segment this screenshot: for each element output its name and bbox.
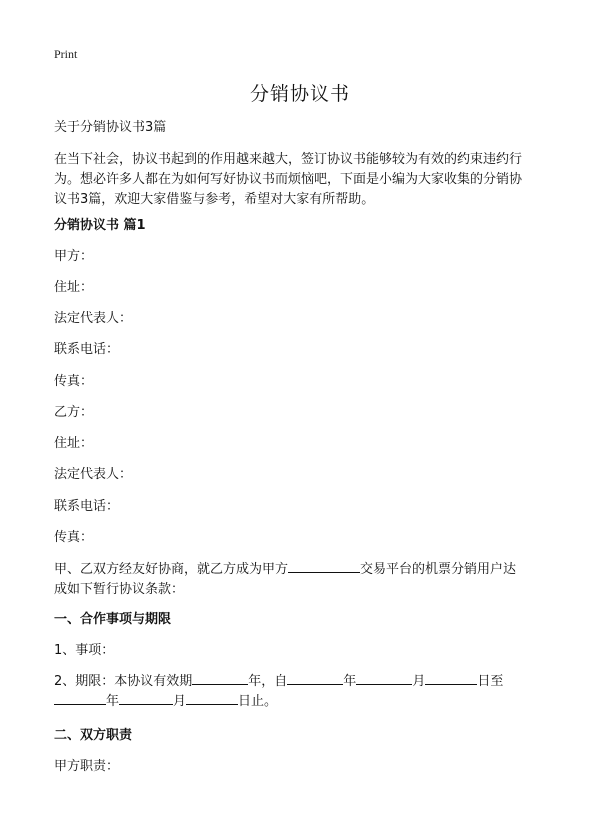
start-year-blank [287, 672, 343, 685]
agreement-line-2: 成如下暂行协议条款： [54, 582, 185, 597]
agreement-paragraph [54, 560, 550, 600]
party-b-fax-label: 传真： [54, 530, 94, 545]
intro-line-1: 在当下社会，协议书起到的作用越来越大，签订协议书能够较为有效的约束违约行 [54, 152, 523, 167]
section-heading-2: 二、双方职责 [54, 728, 133, 743]
page-title: 分销协议书 [249, 83, 350, 105]
item-2-paragraph [54, 672, 550, 712]
section-title: 分销协议书 篇1 [54, 218, 146, 233]
party-a-phone-label: 联系电话： [54, 342, 120, 357]
party-a-rep-label: 法定代表人： [54, 311, 133, 326]
start-day-blank [425, 672, 477, 685]
print-link[interactable]: Print [54, 47, 78, 61]
party-a-fax-label: 传真： [54, 374, 94, 389]
item-2-text-f: 年 [106, 694, 120, 709]
party-b-address-label: 住址： [54, 436, 94, 451]
item-1: 1、事项： [54, 643, 115, 658]
party-b-label: 乙方： [54, 405, 94, 420]
item-2-line-2 [54, 692, 550, 712]
end-day-blank [186, 692, 238, 705]
party-b-phone-label: 联系电话： [54, 499, 120, 514]
party-b-rep-label: 法定代表人： [54, 467, 133, 482]
party-a-duties-label: 甲方职责： [54, 759, 120, 774]
doc-subtitle: 关于分销协议书3篇 [54, 120, 167, 135]
item-2-line-1 [54, 672, 550, 692]
item-2-text-b: 年，自 [248, 674, 288, 689]
item-2-text-a: 2、期限：本协议有效期 [54, 674, 193, 689]
item-2-text-e: 日至 [477, 674, 504, 689]
agreement-line-1 [54, 560, 550, 580]
term-years-blank [192, 672, 248, 685]
agreement-text-b: 交易平台的机票分销用户达 [360, 562, 517, 577]
item-2-text-d: 月 [412, 674, 426, 689]
intro-paragraph [54, 150, 550, 210]
start-month-blank [356, 672, 412, 685]
item-2-text-h: 日止。 [238, 694, 278, 709]
section-heading-1: 一、合作事项与期限 [54, 612, 172, 627]
platform-name-blank [288, 560, 360, 573]
agreement-text-a: 甲、乙双方经友好协商，就乙方成为甲方 [54, 562, 289, 577]
item-2-text-c: 年 [343, 674, 357, 689]
intro-line-3: 议书3篇，欢迎大家借鉴与参考，希望对大家有所帮助。 [54, 192, 375, 207]
party-a-label: 甲方： [54, 249, 94, 264]
intro-line-2: 为。想必许多人都在为如何写好协议书而烦恼吧，下面是小编为大家收集的分销协 [54, 172, 523, 187]
item-2-text-g: 月 [173, 694, 187, 709]
party-a-address-label: 住址： [54, 280, 94, 295]
end-year-blank [54, 692, 106, 705]
end-month-blank [119, 692, 173, 705]
